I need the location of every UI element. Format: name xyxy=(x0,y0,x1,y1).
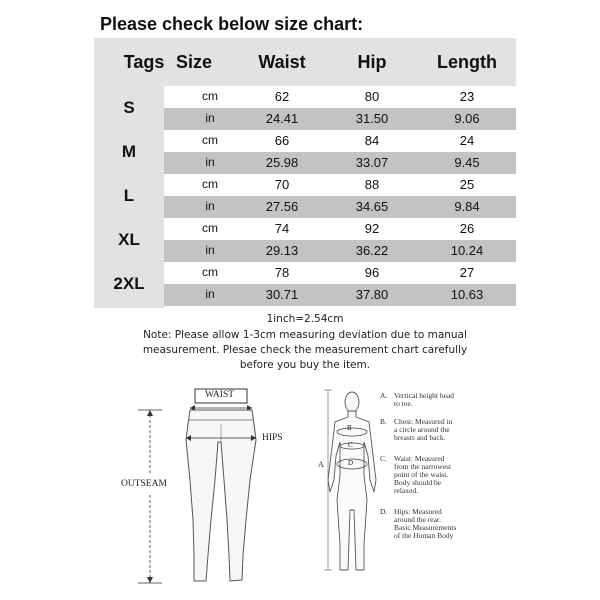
unit-cell: cm xyxy=(202,133,218,147)
size-tag: 2XL xyxy=(113,274,145,293)
value-cell: 92 xyxy=(364,221,380,236)
value-cell: 10.24 xyxy=(450,243,484,258)
body-label-d: D xyxy=(348,459,354,467)
value-cell: 78 xyxy=(274,265,290,280)
value-cell: 70 xyxy=(274,177,290,192)
conversion-note: 1inch=2.54cm xyxy=(266,313,344,325)
value-cell: 24 xyxy=(459,133,475,148)
hips-label: HIPS xyxy=(262,433,283,443)
size-chart-table xyxy=(94,38,516,308)
header-waist: Waist xyxy=(258,52,306,72)
legend-a: A. Vertical height head to toe. xyxy=(380,391,454,408)
table-row-in xyxy=(164,108,516,130)
note-line-3: before you buy the item. xyxy=(239,359,371,371)
table-row-in xyxy=(164,196,516,218)
table-header xyxy=(94,38,516,86)
leggings-diagram-svg xyxy=(0,380,600,600)
value-cell: 31.50 xyxy=(355,111,389,126)
waist-label: WAIST xyxy=(205,390,235,400)
size-tag: L xyxy=(123,186,135,205)
header-tags: Tags xyxy=(123,52,165,72)
table-row-cm xyxy=(164,218,516,240)
value-cell: 33.07 xyxy=(355,155,389,170)
unit-cell: in xyxy=(205,111,215,125)
value-cell: 9.06 xyxy=(454,111,480,126)
value-cell: 27 xyxy=(459,265,475,280)
table-row-in xyxy=(164,152,516,174)
value-cell: 37.80 xyxy=(355,287,389,302)
table-row-cm xyxy=(164,174,516,196)
legend-b: B. Chest: Measured in a circle around the breasts and back. xyxy=(380,417,453,442)
value-cell: 9.45 xyxy=(454,155,480,170)
value-cell: 88 xyxy=(364,177,380,192)
size-tag: S xyxy=(123,98,135,117)
value-cell: 96 xyxy=(364,265,380,280)
value-cell: 25.98 xyxy=(265,155,299,170)
unit-cell: in xyxy=(205,155,215,169)
value-cell: 26 xyxy=(459,221,475,236)
value-cell: 9.84 xyxy=(454,199,480,214)
body-figure xyxy=(328,392,376,570)
size-tag: XL xyxy=(118,230,140,249)
legend-c: C. Waist: Measured from the narrowest point of the waist. Body should be relaxed. xyxy=(380,454,452,495)
value-cell: 74 xyxy=(274,221,290,236)
value-cell: 23 xyxy=(459,89,475,104)
value-cell: 27.56 xyxy=(265,199,299,214)
unit-cell: cm xyxy=(202,265,218,279)
unit-cell: in xyxy=(205,199,215,213)
unit-cell: in xyxy=(205,287,215,301)
header-length: Length xyxy=(437,52,497,72)
header-hip: Hip xyxy=(357,52,387,72)
size-tag: M xyxy=(121,142,137,161)
body-label-a: A xyxy=(318,460,324,469)
value-cell: 30.71 xyxy=(265,287,299,302)
table-row-cm xyxy=(164,86,516,108)
table-row-in xyxy=(164,284,516,306)
value-cell: 80 xyxy=(364,89,380,104)
measurement-illustration xyxy=(0,380,600,600)
value-cell: 84 xyxy=(364,133,380,148)
value-cell: 34.65 xyxy=(355,199,389,214)
value-cell: 24.41 xyxy=(265,111,299,126)
table-row-cm xyxy=(164,262,516,284)
value-cell: 10.63 xyxy=(450,287,484,302)
value-cell: 62 xyxy=(274,89,290,104)
unit-cell: cm xyxy=(202,221,218,235)
page-title: Please check below size chart: xyxy=(100,14,364,34)
value-cell: 29.13 xyxy=(265,243,299,258)
unit-cell: cm xyxy=(202,89,218,103)
note-line-1: Note: Please allow 1-3cm measuring deviation due to manual xyxy=(143,329,467,341)
header-size: Size xyxy=(175,52,213,72)
table-row-cm xyxy=(164,130,516,152)
outseam-label: OUTSEAM xyxy=(121,479,167,489)
table-row-in xyxy=(164,240,516,262)
value-cell: 66 xyxy=(274,133,290,148)
unit-cell: cm xyxy=(202,177,218,191)
value-cell: 36.22 xyxy=(355,243,389,258)
body-label-c: C xyxy=(348,441,353,449)
legend-d: D. Hips: Measured around the rear. Basic Measurements of the Human Body xyxy=(380,507,457,540)
body-label-b: B xyxy=(347,424,352,432)
note-line-2: measurement. Plesae check the measurement chart carefully xyxy=(142,344,468,356)
value-cell: 25 xyxy=(459,177,475,192)
unit-cell: in xyxy=(205,243,215,257)
